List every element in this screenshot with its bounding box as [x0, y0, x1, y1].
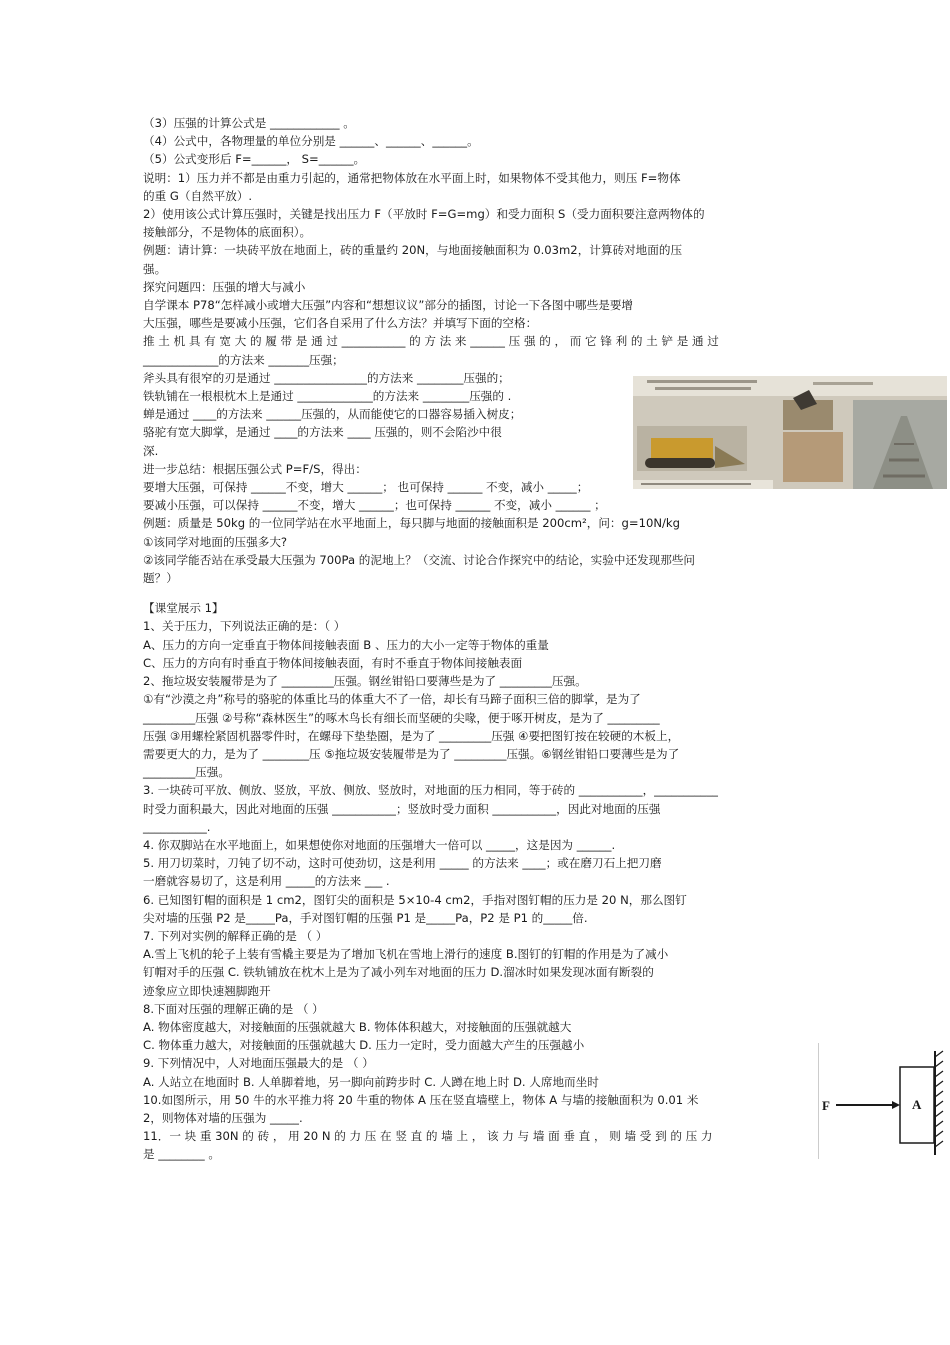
text-line: 骆驼有宽大脚掌，是通过 ____的方法来 ____ 压强的，则不会陷沙中很: [143, 425, 502, 440]
text-line: 例题：请计算：一块砖平放在地面上，砖的重量约 20N，与地面接触面积为 0.03m2，计算砖对地面的压: [143, 243, 683, 258]
text-line: 自学课本 P78“怎样减小或增大压强”内容和“想想议议”部分的插图，讨论一下各图中哪些是要增: [143, 298, 634, 313]
text-line: A、压力的方向一定垂直于物体间接触表面 B 、压力的大小一定等于物体的重量: [143, 637, 549, 652]
text-line: 1、关于压力，下列说法正确的是：（ ）: [143, 619, 346, 634]
text-line: 钉帽对手的压强 C. 铁轨铺放在枕木上是为了减小列车对地面的压力 D.溜冰时如果发现冰面有断裂的: [143, 965, 654, 980]
text-line: 4. 你双脚站在水平地面上，如果想使你对地面的压强增大一倍可以 _____，这是因为 ______.: [143, 837, 616, 852]
text-line: 7. 下列对实例的解释正确的是 （ ）: [143, 928, 328, 943]
text-line: 迹象应立即快速翘脚跑开: [143, 983, 271, 998]
text-line: 2，则物体对墙的压强为 _____.: [143, 1110, 303, 1125]
text-line: 说明：1）压力并不都是由重力引起的，通常把物体放在水平面上时，如果物体不受其他力，则压 F=物体: [143, 170, 681, 185]
block-label: A: [912, 1097, 922, 1112]
text-line: 一磨就容易切了，这是利用 _____的方法来 ___ .: [143, 874, 390, 889]
text-line: （5）公式变形后 F=______， S=______。: [143, 152, 366, 167]
text-line: 例题：质量是 50kg 的一位同学站在水平地面上，每只脚与地面的接触面积是 200cm²，问：g=10N/kg: [143, 516, 680, 531]
text-line: 要减小压强，可以保持 ______不变，增大 ______；也可保持 ______ 不变，减小 ______ ；: [143, 498, 606, 513]
text-line: 9. 下列情况中，人对地面压强最大的是 （ ）: [143, 1056, 374, 1071]
text-line: 深.: [143, 443, 159, 458]
text-line: 11．一 块 重 30N 的 砖 ， 用 20 N 的 力 压 在 竖 直 的 墙 上 ， 该 力 与 墙 面 垂 直 ， 则 墙 受 到 的 压 力: [143, 1129, 713, 1144]
text-line: ___________.: [143, 819, 211, 834]
section-gap: [143, 587, 813, 599]
text-line: 强。: [143, 261, 167, 276]
text-line: A. 物体密度越大，对接触面的压强就越大 B. 物体体积越大，对接触面的压强就越大: [143, 1019, 572, 1034]
text-line: 的重 G（自然平放）.: [143, 188, 253, 203]
text-line: ②该同学能否站在承受最大压强为 700Pa 的泥地上？（交流、讨论合作探究中的结论，实验中还发现那些问: [143, 552, 696, 567]
text-line: 尖对墙的压强 P2 是_____Pa，手对图钉帽的压强 P1 是_____Pa，P2 是 P1 的_____倍.: [143, 910, 588, 925]
text-line: 铁轨铺在一根根枕木上是通过 _____________的方法来 ________压强的 .: [143, 389, 512, 404]
textbook-photo: [633, 376, 947, 489]
text-line: 进一步总结：根据压强公式 P=F/S，得出：: [143, 461, 367, 476]
text-line: 8.下面对压强的理解正确的是 （ ）: [143, 1001, 324, 1016]
text-line: 10.如图所示，用 50 牛的水平推力将 20 牛重的物体 A 压在竖直墙壁上，物体 A 与墙的接触面积为 0.01 米: [143, 1092, 699, 1107]
text-line: _____________的方法来 _______压强；: [143, 352, 344, 367]
text-line: 探究问题四：压强的增大与减小: [143, 279, 306, 294]
text-line: A. 人站立在地面时 B. 人单脚着地，另一脚向前跨步时 C. 人蹲在地上时 D. 人席地而坐时: [143, 1074, 599, 1089]
text-line: 3. 一块砖可平放、侧放、竖放，平放、侧放、竖放时，对地面的压力相同，等于砖的 ___________，___________: [143, 783, 718, 798]
force-label: F: [822, 1098, 830, 1113]
text-line: 大压强，哪些是要减小压强，它们各自采用了什么方法？并填写下面的空格：: [143, 316, 538, 331]
text-line: 蝉是通过 ____的方法来 ______压强的，从而能使它的口器容易插入树皮；: [143, 407, 522, 422]
text-line: 5. 用刀切菜时，刀钝了切不动，这时可使劲切，这是利用 _____ 的方法来 ____；或在磨刀石上把刀磨: [143, 856, 662, 871]
text-line: 斧头具有很窄的刃是通过 ________________的方法来 ________压强的；: [143, 370, 510, 385]
text-line: _________压强。: [143, 765, 230, 780]
text-line: 接触部分，不是物体的底面积）。: [143, 225, 312, 240]
text-line: _________压强 ②号称“森林医生”的啄木鸟长有细长而坚硬的尖喙，便于啄开树皮，是为了 _________: [143, 710, 660, 725]
text-line: A.雪上飞机的轮子上装有雪橇主要是为了增加飞机在雪地上滑行的速度 B.图钉的钉帽的作用是为了减小: [143, 947, 669, 962]
text-line: 压强 ③用螺栓紧固机器零件时，在螺母下垫垫圈，是为了 _________压强 ④要把图钉按在较硬的木板上，: [143, 728, 680, 743]
text-line: 【课堂展示 1】: [143, 601, 224, 616]
text-line: C、压力的方向有时垂直于物体间接触表面，有时不垂直于物体间接触表面: [143, 655, 523, 670]
text-line: 推 土 机 具 有 宽 大 的 履 带 是 通 过 ___________ 的 方 法 来 ______ 压 强 的 ， 而 它 锋 利 的 土 铲 是 通 过: [143, 334, 719, 349]
force-diagram: [818, 1043, 950, 1159]
text-line: ①有“沙漠之舟”称号的骆驼的体重比马的体重大不了一倍，却长有马蹄子面积三倍的脚掌，是为了: [143, 692, 641, 707]
worksheet-body: [143, 114, 813, 1164]
text-line: 时受力面积最大，因此对地面的压强 ___________；竖放时受力面积 ___________，因此对地面的压强: [143, 801, 661, 816]
text-line: 2、拖垃圾安装履带是为了 _________压强。钢丝钳铅口要薄些是为了 _________压强。: [143, 674, 587, 689]
text-line: 需要更大的力，是为了 ________压 ⑤拖垃圾安装履带是为了 _________压强。⑥钢丝钳铅口要薄些是为了: [143, 746, 680, 761]
text-line: 要增大压强，可保持 ______不变，增大 ______； 也可保持 ______ 不变，减小 _____；: [143, 480, 589, 495]
text-line: C. 物体重力越大，对接触面的压强就越大 D. 压力一定时，受力面越大产生的压强越小: [143, 1038, 585, 1053]
text-line: 6. 已知图钉帽的面积是 1 cm2，图钉尖的面积是 5×10-4 cm2，手指对图钉帽的压力是 20 N，那么图钉: [143, 892, 687, 907]
text-line: 2）使用该公式计算压强时，关键是找出压力 F（平放时 F=G=mg）和受力面积 S（受力面积要注意两物体的: [143, 207, 705, 222]
text-line: 题？）: [143, 571, 178, 586]
text-line: （3）压强的计算公式是 ____________ 。: [143, 116, 355, 130]
text-line: 是 ________ 。: [143, 1147, 220, 1162]
text-line: ①该同学对地面的压强多大?: [143, 534, 288, 549]
text-line: （4）公式中，各物理量的单位分别是 ______、______、______。: [143, 134, 479, 149]
